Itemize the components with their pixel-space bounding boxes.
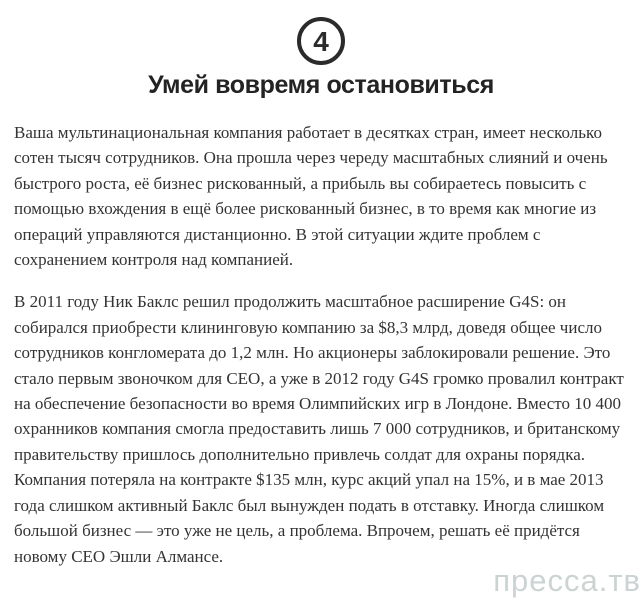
step-number: 4 [313, 25, 329, 57]
article-page [0, 17, 642, 602]
paragraph-case-study: В 2011 году Ник Баклс решил продолжить масштабное расширение G4S: он собирался приобрести клининговую компанию за $8,3 млрд, доведя общее число сотрудников конгломерата до 1,2 млн. Но акционеры заблокировали решение. Это стало первым звоночком для CEO, а уже в 2012 году G4S громко провалил контракт на обеспечение безопасности во время Олимпийских игр в Лондоне. Вместо 10 400 охранников компания смогла предоставить лишь 7 000 сотрудников, и британскому правительству пришлось дополнительно привлечь солдат для охраны порядка. Компания потеряла на контракте $135 млн, курс акций упал на 15%, и в мае 2013 года слишком активный Баклс был вынужден подать в отставку. Иногда слишком большой бизнес — это уже не цель, а проблема. Впрочем, решать её придётся новому CEO Эшли Алмансе. [14, 292, 624, 566]
article-title: Умей вовремя остановиться [148, 71, 494, 99]
article-body [0, 120, 642, 569]
step-number-badge [297, 17, 345, 65]
watermark-pressa-tv: пресса.тв [493, 563, 641, 598]
paragraph-intro: Ваша мультинациональная компания работает в десятках стран, имеет несколько сотен тысяч сотрудников. Она прошла через череду масштабных слияний и очень быстрого роста, её бизнес рискованный, а прибыль вы собираетесь повысить с помощью вхождения в ещё более рискованный бизнес, в то время как многие из операций управляются дистанционно. В этой ситуации ждите проблем с сохранением контроля над компанией. [14, 123, 608, 270]
